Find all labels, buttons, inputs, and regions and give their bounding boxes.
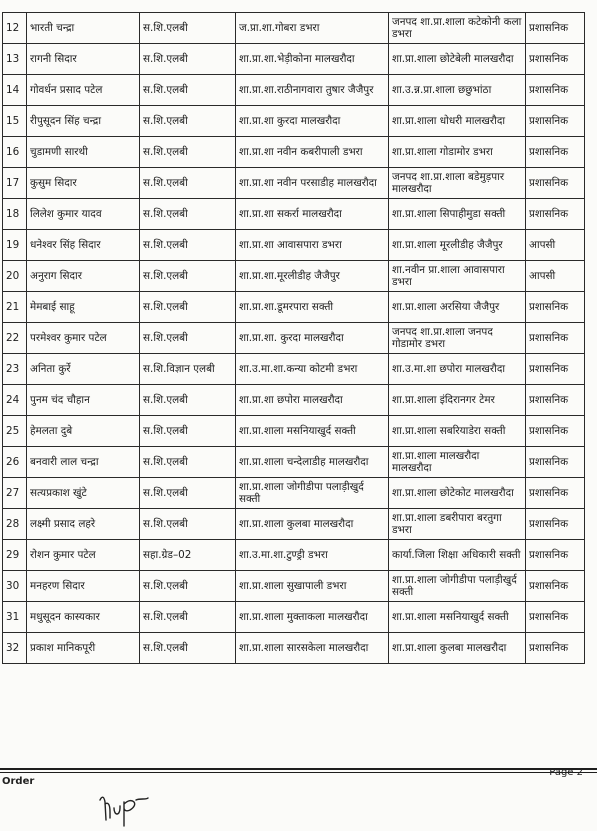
transferred-school-cell: कार्या.जिला शिक्षा अधिकारी सक्ती: [389, 540, 526, 571]
serial-number-cell: 12: [3, 13, 27, 44]
footer-rule-thin: [0, 772, 597, 773]
serial-number-cell: 16: [3, 137, 27, 168]
post-cell: स.शि.एलबी: [140, 478, 236, 509]
employee-name-cell: रोशन कुमार पटेल: [27, 540, 140, 571]
transferred-school-cell: शा.प्रा.शाला धोधरी मालखरौदा: [389, 106, 526, 137]
transferred-school-cell: जनपद शा.प्रा.शाला बडेमुड़पार मालखरौदा: [389, 168, 526, 199]
post-cell: स.शि.एलबी: [140, 323, 236, 354]
transfer-type-cell: प्रशासनिक: [526, 385, 585, 416]
employee-name-cell: सत्यप्रकाश खुंटे: [27, 478, 140, 509]
transferred-school-cell: शा.प्रा.शाला डबरीपारा बरतुगा डभरा: [389, 509, 526, 540]
transfer-type-cell: प्रशासनिक: [526, 571, 585, 602]
table-row: [3, 354, 585, 385]
employee-name-cell: बनवारी लाल चन्द्रा: [27, 447, 140, 478]
employee-name-cell: गोवर्धन प्रसाद पटेल: [27, 75, 140, 106]
transfer-type-cell: प्रशासनिक: [526, 75, 585, 106]
serial-number-cell: 26: [3, 447, 27, 478]
transferred-school-cell: शा.नवीन प्रा.शाला आवासपारा डभरा: [389, 261, 526, 292]
employee-name-cell: प्रकाश मानिकपूरी: [27, 633, 140, 664]
table-row: [3, 509, 585, 540]
post-cell: स.शि.एलबी: [140, 385, 236, 416]
transfer-type-cell: प्रशासनिक: [526, 168, 585, 199]
footer-page-number: Page 2: [549, 767, 583, 778]
transferred-school-cell: शा.प्रा.शाला छोटेबेली मालखरौदा: [389, 44, 526, 75]
employee-name-cell: अनुराग सिदार: [27, 261, 140, 292]
post-cell: स.शि.एलबी: [140, 44, 236, 75]
employee-name-cell: रागनी सिदार: [27, 44, 140, 75]
transfer-type-cell: प्रशासनिक: [526, 478, 585, 509]
table-row: [3, 13, 585, 44]
transfer-type-cell: प्रशासनिक: [526, 540, 585, 571]
table-row: [3, 137, 585, 168]
transferred-school-cell: शा.प्रा.शाला छोटेकोट मालखरौदा: [389, 478, 526, 509]
transferred-school-cell: शा.प्रा.शाला मसनियाखुर्द सक्ती: [389, 602, 526, 633]
table-row: [3, 447, 585, 478]
current-school-cell: शा.प्रा.शा. कुरदा मालखरौदा: [236, 323, 389, 354]
serial-number-cell: 21: [3, 292, 27, 323]
table-row: [3, 478, 585, 509]
current-school-cell: शा.प्रा.शा.डूमरपारा सक्ती: [236, 292, 389, 323]
serial-number-cell: 24: [3, 385, 27, 416]
employee-name-cell: परमेश्वर कुमार पटेल: [27, 323, 140, 354]
transferred-school-cell: शा.प्रा.शाला इंदिरानगर टेमर: [389, 385, 526, 416]
employee-name-cell: पुनम चंद चौहान: [27, 385, 140, 416]
post-cell: स.शि.एलबी: [140, 13, 236, 44]
transfer-type-cell: आपसी: [526, 230, 585, 261]
employee-name-cell: भारती चन्द्रा: [27, 13, 140, 44]
post-cell: सहा.ग्रेड–02: [140, 540, 236, 571]
transferred-school-cell: शा.प्रा.शाला सिपाहीमुडा सक्ती: [389, 199, 526, 230]
current-school-cell: शा.प्रा.शाला जोगीडीपा पलाड़ीखुर्द सक्ती: [236, 478, 389, 509]
serial-number-cell: 32: [3, 633, 27, 664]
table-row: [3, 602, 585, 633]
transfer-type-cell: प्रशासनिक: [526, 292, 585, 323]
table-row: [3, 44, 585, 75]
serial-number-cell: 17: [3, 168, 27, 199]
current-school-cell: शा.प्रा.शाला सारसकेला मालखरौदा: [236, 633, 389, 664]
serial-number-cell: 30: [3, 571, 27, 602]
serial-number-cell: 14: [3, 75, 27, 106]
transfer-type-cell: प्रशासनिक: [526, 323, 585, 354]
serial-number-cell: 15: [3, 106, 27, 137]
table-row: [3, 416, 585, 447]
table-row: [3, 385, 585, 416]
transfer-type-cell: प्रशासनिक: [526, 509, 585, 540]
transfer-type-cell: प्रशासनिक: [526, 633, 585, 664]
current-school-cell: शा.प्रा.शाला चन्देलाडीह मालखरौदा: [236, 447, 389, 478]
employee-name-cell: हेमलता दुबे: [27, 416, 140, 447]
post-cell: स.शि.एलबी: [140, 230, 236, 261]
post-cell: स.शि.एलबी: [140, 106, 236, 137]
employee-name-cell: चुडामणी सारथी: [27, 137, 140, 168]
transferred-school-cell: जनपद शा.प्रा.शाला कटेकोनी कला डभरा: [389, 13, 526, 44]
transfer-table-body: [3, 13, 585, 664]
current-school-cell: शा.प्रा.शाला मुक्ताकला मालखरौदा: [236, 602, 389, 633]
employee-name-cell: लक्ष्मी प्रसाद लहरे: [27, 509, 140, 540]
serial-number-cell: 23: [3, 354, 27, 385]
post-cell: स.शि.एलबी: [140, 168, 236, 199]
transferred-school-cell: शा.प्रा.शाला जोगीडीपा पलाड़ीखुर्द सक्ती: [389, 571, 526, 602]
transfer-type-cell: प्रशासनिक: [526, 602, 585, 633]
serial-number-cell: 29: [3, 540, 27, 571]
transferred-school-cell: शा.प्रा.शाला अरसिया जैजैपुर: [389, 292, 526, 323]
transferred-school-cell: शा.प्रा.शाला मूरलीडीह जैजैपुर: [389, 230, 526, 261]
transferred-school-cell: शा.उ.मा.शा छपोरा मालखरौदा: [389, 354, 526, 385]
table-row: [3, 168, 585, 199]
table-row: [3, 540, 585, 571]
transfer-type-cell: प्रशासनिक: [526, 199, 585, 230]
current-school-cell: शा.प्रा.शा.मूरलीडीह जैजैपुर: [236, 261, 389, 292]
serial-number-cell: 31: [3, 602, 27, 633]
table-row: [3, 230, 585, 261]
transferred-school-cell: जनपद शा.प्रा.शाला जनपद गोडामोर डभरा: [389, 323, 526, 354]
employee-name-cell: लिलेश कुमार यादव: [27, 199, 140, 230]
current-school-cell: शा.प्रा.शाला कुलबा मालखरौदा: [236, 509, 389, 540]
post-cell: स.शि.एलबी: [140, 633, 236, 664]
current-school-cell: शा.प्रा.शाला सुखापाली डभरा: [236, 571, 389, 602]
table-row: [3, 199, 585, 230]
serial-number-cell: 28: [3, 509, 27, 540]
post-cell: स.शि.विज्ञान एलबी: [140, 354, 236, 385]
table-row: [3, 633, 585, 664]
transfer-type-cell: आपसी: [526, 261, 585, 292]
transfer-type-cell: प्रशासनिक: [526, 44, 585, 75]
post-cell: स.शि.एलबी: [140, 199, 236, 230]
table-row: [3, 261, 585, 292]
serial-number-cell: 20: [3, 261, 27, 292]
transfer-type-cell: प्रशासनिक: [526, 416, 585, 447]
table-row: [3, 323, 585, 354]
transfer-type-cell: प्रशासनिक: [526, 447, 585, 478]
employee-name-cell: अनिता कुर्रे: [27, 354, 140, 385]
post-cell: स.शि.एलबी: [140, 261, 236, 292]
table-row: [3, 106, 585, 137]
current-school-cell: शा.प्रा.शा आवासपारा डभरा: [236, 230, 389, 261]
serial-number-cell: 27: [3, 478, 27, 509]
table-row: [3, 571, 585, 602]
current-school-cell: शा.प्रा.शा.राठीनागवारा तुषार जैजैपुर: [236, 75, 389, 106]
table-row: [3, 292, 585, 323]
current-school-cell: शा.प्रा.शा कुरदा मालखरौदा: [236, 106, 389, 137]
employee-name-cell: मधुसूदन कास्यकार: [27, 602, 140, 633]
signature: [96, 792, 152, 828]
footer-rule: [0, 768, 597, 770]
post-cell: स.शि.एलबी: [140, 571, 236, 602]
current-school-cell: शा.प्रा.शा छपोरा मालखरौदा: [236, 385, 389, 416]
post-cell: स.शि.एलबी: [140, 447, 236, 478]
serial-number-cell: 19: [3, 230, 27, 261]
transferred-school-cell: शा.प्रा.शाला कुलबा मालखरौदा: [389, 633, 526, 664]
transfer-type-cell: प्रशासनिक: [526, 354, 585, 385]
table-row: [3, 75, 585, 106]
current-school-cell: शा.प्रा.शा नवीन कबरीपाली डभरा: [236, 137, 389, 168]
post-cell: स.शि.एलबी: [140, 602, 236, 633]
post-cell: स.शि.एलबी: [140, 416, 236, 447]
transfer-type-cell: प्रशासनिक: [526, 106, 585, 137]
transferred-school-cell: शा.प्रा.शाला मालखरौदा मालखरौदा: [389, 447, 526, 478]
serial-number-cell: 25: [3, 416, 27, 447]
serial-number-cell: 13: [3, 44, 27, 75]
employee-name-cell: धनेश्वर सिंह सिदार: [27, 230, 140, 261]
post-cell: स.शि.एलबी: [140, 292, 236, 323]
current-school-cell: शा.प्रा.शा.भेड़ीकोना मालखरौदा: [236, 44, 389, 75]
employee-name-cell: मनहरण सिदार: [27, 571, 140, 602]
serial-number-cell: 18: [3, 199, 27, 230]
post-cell: स.शि.एलबी: [140, 137, 236, 168]
current-school-cell: शा.उ.मा.शा.कन्या कोटमी डभरा: [236, 354, 389, 385]
transfer-type-cell: प्रशासनिक: [526, 137, 585, 168]
transferred-school-cell: शा.प्रा.शाला गोडामोर डभरा: [389, 137, 526, 168]
employee-name-cell: रीपुसूदन सिंह चन्द्रा: [27, 106, 140, 137]
post-cell: स.शि.एलबी: [140, 75, 236, 106]
current-school-cell: ज.प्रा.शा.गोबरा डभरा: [236, 13, 389, 44]
current-school-cell: शा.प्रा.शाला मसनियाखुर्द सक्ती: [236, 416, 389, 447]
footer-order-label: Order: [2, 776, 35, 787]
employee-name-cell: मेमबाई साहू: [27, 292, 140, 323]
transfer-type-cell: प्रशासनिक: [526, 13, 585, 44]
transferred-school-cell: शा.प्रा.शाला सबरियाडेरा सक्ती: [389, 416, 526, 447]
transferred-school-cell: शा.उ.न्न.प्रा.शाला छछुभांठा: [389, 75, 526, 106]
post-cell: स.शि.एलबी: [140, 509, 236, 540]
employee-name-cell: कुसुम सिदार: [27, 168, 140, 199]
transfer-table: [2, 12, 585, 664]
current-school-cell: शा.प्रा.शा सकर्रा मालखरौदा: [236, 199, 389, 230]
current-school-cell: शा.उ.मा.शा.टुण्ड्री डभरा: [236, 540, 389, 571]
current-school-cell: शा.प्रा.शा नवीन परसाडीह मालखरौदा: [236, 168, 389, 199]
serial-number-cell: 22: [3, 323, 27, 354]
